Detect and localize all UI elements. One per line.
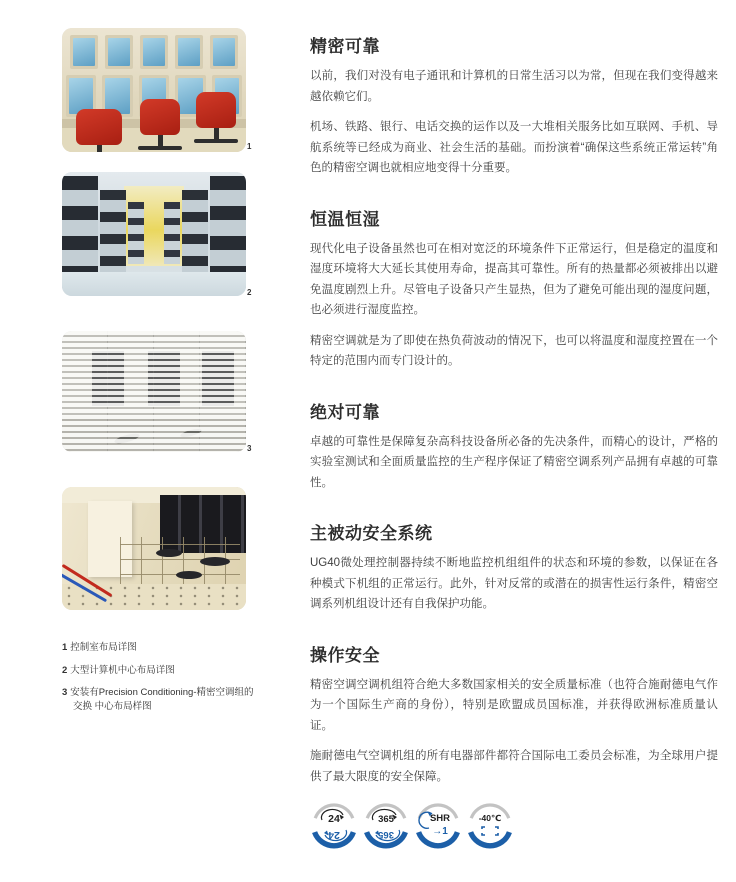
server-rack — [100, 190, 126, 276]
paragraph: 机场、铁路、银行、电话交换的运作以及一大堆相关服务比如互联网、手机、导航系统等已经成为商业、社会生活的基础。而扮演着“确保这些系统正常运转”角色的精密空调也就相应地变得十分重要。 — [310, 121, 718, 174]
monitor-screen — [143, 38, 165, 66]
chair-stem — [214, 128, 219, 139]
monitor — [175, 35, 203, 69]
badge-main-label: 365 — [378, 814, 394, 825]
badge-main-label: SHR — [429, 813, 451, 824]
chair-back — [140, 99, 180, 135]
section-absolute-reliability — [310, 398, 718, 494]
photo-number: 2 — [247, 288, 252, 297]
chair-back — [76, 109, 122, 145]
monitor-screen — [73, 38, 95, 66]
photo-control-room — [62, 28, 246, 152]
paragraph: UG40微处理控制器持续不断地监控机组组件的状态和环境的参数，以保证在各种模式下机组的正常运行。此外，针对反常的或潜在的损害性运行条件，精密空调系列机组设计还有自我保护功能。 — [310, 557, 718, 610]
photo-computer-center-aisle — [62, 172, 246, 296]
photo-equipment-room — [62, 487, 246, 610]
photo-number: 1 — [247, 142, 252, 151]
section-heading: 操作安全 — [310, 645, 380, 665]
monitor — [210, 35, 238, 69]
venetian-blinds-overlay — [62, 331, 246, 452]
paragraph: 精密空调就是为了即使在热负荷波动的情况下，也可以将温度和湿度控置在一个特定的范围内而专门设计的。 — [310, 334, 718, 367]
caption-text: 控制室布局详图 — [70, 642, 137, 653]
monitor-row-top — [70, 35, 238, 69]
chair-base — [194, 139, 238, 143]
monitor-screen — [108, 38, 130, 66]
caption-1 — [62, 641, 258, 655]
badge-minus40c-icon — [466, 801, 514, 849]
photo-number: 3 — [247, 444, 252, 453]
caption-number: 2 — [62, 664, 68, 676]
section-heading: 主被动安全系统 — [310, 524, 433, 543]
badge-shr-icon — [414, 801, 462, 849]
fan-unit — [200, 557, 230, 566]
feature-badges — [310, 801, 718, 849]
section-safety-systems — [310, 519, 718, 615]
chair-base — [138, 146, 182, 150]
fan-unit — [156, 549, 182, 557]
caption-3 — [62, 686, 258, 713]
chair-stem — [97, 145, 102, 152]
office-chair — [196, 92, 236, 143]
section-operation-safety — [310, 641, 718, 788]
section-precision-reliable — [310, 32, 718, 179]
chair-stem — [158, 135, 163, 146]
photo-captions — [62, 641, 258, 722]
caption-text: 大型计算机中心布局详图 — [70, 664, 175, 676]
corner-frame-icon — [482, 827, 498, 835]
badge-main-label: 24 — [328, 813, 340, 825]
fan-unit — [176, 571, 202, 579]
text-column — [310, 24, 718, 849]
badge-365days-icon — [362, 801, 410, 849]
badge-blue-arc — [471, 832, 510, 846]
section-heading: 恒温恒湿 — [310, 209, 380, 229]
server-rack — [182, 190, 208, 276]
section-heading: 精密可靠 — [310, 37, 380, 56]
monitor-screen — [213, 38, 235, 66]
server-rack — [128, 202, 144, 264]
monitor-screen — [178, 38, 200, 66]
chair-back — [196, 92, 236, 128]
cycle-arrowhead-bottom — [324, 831, 329, 836]
perforated-floor — [62, 584, 246, 610]
section-heading: 绝对可靠 — [310, 402, 380, 422]
paragraph: 施耐德电气空调机组的所有电器部件都符合国际电工委员会标准，为全球用户提供了最大限度的安全保障。 — [310, 750, 718, 783]
monitor — [70, 35, 98, 69]
badge-24h-icon — [310, 801, 358, 849]
caption-2 — [62, 664, 258, 678]
caption-text: 安装有Precision Conditioning-精密空调组的交换 中心布局样图 — [70, 687, 254, 712]
badge-sub-label: →1 — [432, 826, 448, 837]
server-rack — [164, 202, 180, 264]
cycle-arrowhead-top — [340, 815, 345, 820]
paragraph: 以前，我们对没有电子通讯和计算机的日常生活习以为常，但现在我们变得越来越依赖它们。 — [310, 70, 718, 103]
paragraph: 卓越的可靠性是保障复杂高科技设备所必备的先决条件，而精心的设计，严格的实验室测试和全面质量监控的生产程序保证了精密空调系列产品拥有卓越的可靠性。 — [310, 435, 718, 489]
caption-number: 3 — [62, 687, 68, 698]
photo-switching-center-blinds — [62, 331, 246, 452]
paragraph: 现代化电子设备虽然也可在相对宽泛的环境条件下正常运行，但是稳定的温度和湿度环境将大大延长其使用寿命，提高其可靠性。所有的热量都必须被排出以避免温度剧烈上升。尽管电子设备只产生显热，但为了避免可能出现的湿度问题，也必须进行湿度监控。 — [310, 242, 718, 316]
badge-mirrored-label: 24 — [328, 829, 340, 841]
badge-mirrored-label: 365 — [378, 829, 394, 840]
badge-main-label: -40℃ — [478, 813, 502, 823]
paragraph: 精密空调空调机组符合绝大多数国家相关的安全质量标准（也符合施耐德电气作为一个国际生产商的身份），特别是欧盟成员国标准，并获得欧洲标准质量认证。 — [310, 678, 718, 732]
monitor — [105, 35, 133, 69]
monitor — [140, 35, 168, 69]
office-chair — [140, 99, 180, 150]
aisle-floor — [62, 272, 246, 296]
caption-number: 1 — [62, 642, 68, 653]
section-constant-temp-humidity — [310, 205, 718, 372]
office-chair — [76, 109, 122, 152]
